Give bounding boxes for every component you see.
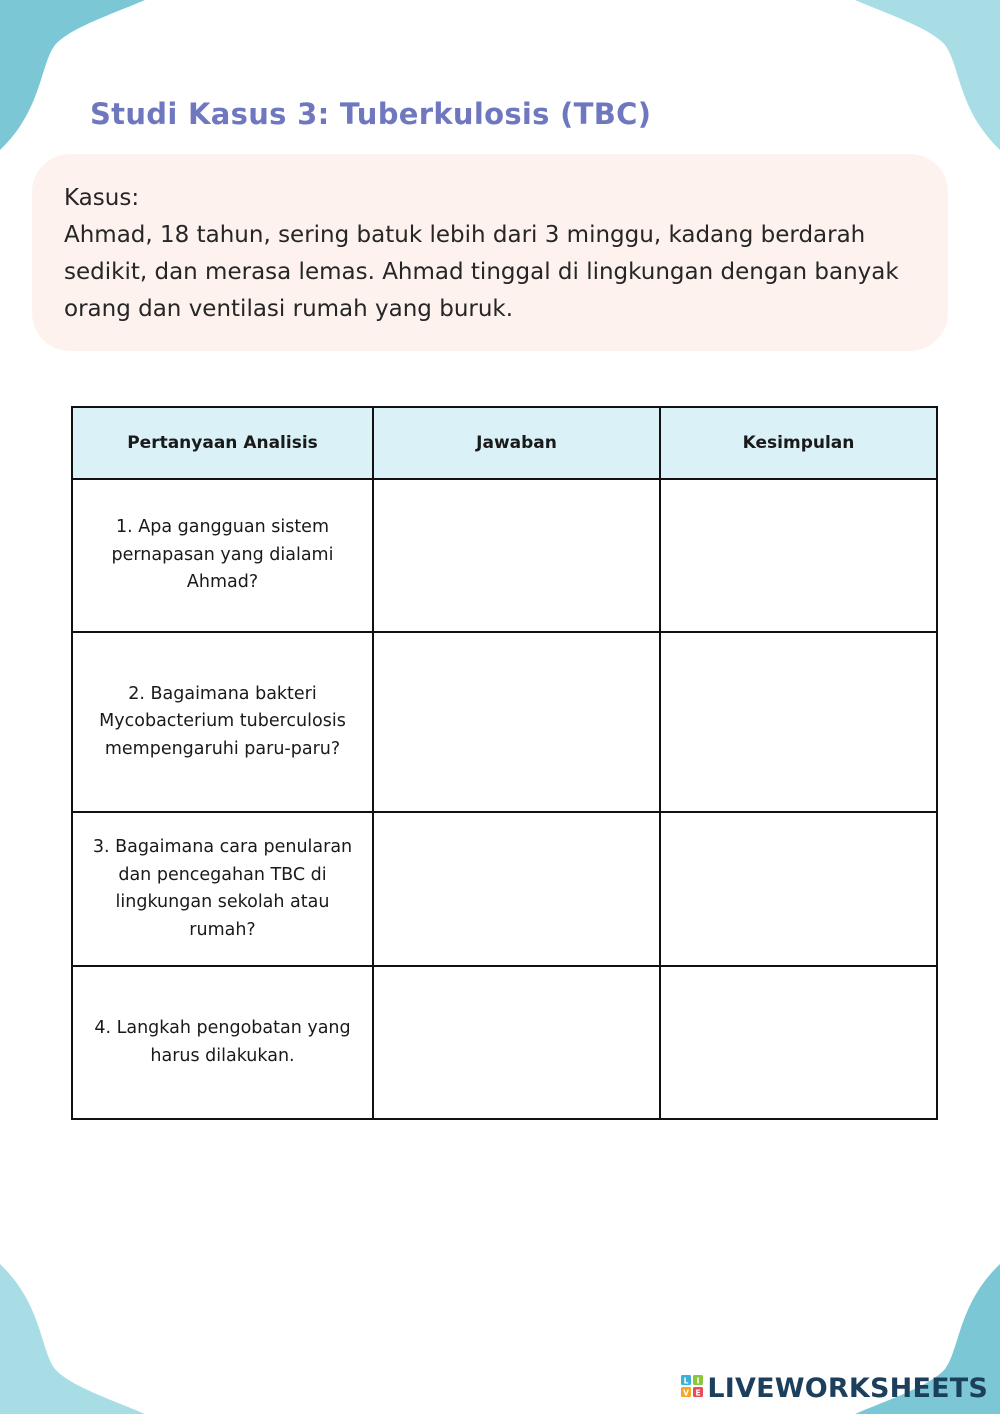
answer-cell[interactable] <box>373 632 660 812</box>
table-header-row <box>72 407 937 479</box>
logo-letter: V <box>683 1388 690 1397</box>
question-cell: 2. Bagaimana bakteri Mycobacterium tuberculosis mempengaruhi paru-paru? <box>72 632 373 812</box>
answer-cell[interactable] <box>373 966 660 1119</box>
header-question: Pertanyaan Analisis <box>72 407 373 479</box>
liveworksheets-brand[interactable] <box>681 1373 988 1404</box>
page-title: Studi Kasus 3: Tuberkulosis (TBC) <box>90 97 652 131</box>
conclusion-cell[interactable] <box>660 966 937 1119</box>
table-row <box>72 812 937 966</box>
answer-cell[interactable] <box>373 812 660 966</box>
corner-decoration-top-right <box>850 0 1000 155</box>
table-row <box>72 966 937 1119</box>
question-cell: 4. Langkah pengobatan yang harus dilakukan. <box>72 966 373 1119</box>
liveworksheets-logo-icon <box>681 1375 703 1402</box>
brand-name: LIVEWORKSHEETS <box>707 1373 988 1404</box>
case-box <box>32 154 948 351</box>
corner-decoration-top-left <box>0 0 150 155</box>
header-answer: Jawaban <box>373 407 660 479</box>
question-cell: 3. Bagaimana cara penularan dan pencegahan TBC di lingkungan sekolah atau rumah? <box>72 812 373 966</box>
conclusion-cell[interactable] <box>660 632 937 812</box>
case-label: Kasus: <box>64 185 140 211</box>
table-row <box>72 479 937 632</box>
case-text: Ahmad, 18 tahun, sering batuk lebih dari 3 minggu, kadang berdarah sedikit, dan merasa lemas. Ahmad tinggal di lingkungan dengan banyak orang dan ventilasi rumah yang buruk. <box>64 222 899 322</box>
logo-letter: E <box>695 1388 701 1397</box>
question-cell: 1. Apa gangguan sistem pernapasan yang dialami Ahmad? <box>72 479 373 632</box>
logo-letter: I <box>696 1376 700 1386</box>
logo-letter: L <box>683 1376 689 1386</box>
header-conclusion: Kesimpulan <box>660 407 937 479</box>
analysis-table <box>71 406 938 1120</box>
table-row <box>72 632 937 812</box>
corner-decoration-bottom-left <box>0 1259 150 1414</box>
answer-cell[interactable] <box>373 479 660 632</box>
conclusion-cell[interactable] <box>660 479 937 632</box>
conclusion-cell[interactable] <box>660 812 937 966</box>
